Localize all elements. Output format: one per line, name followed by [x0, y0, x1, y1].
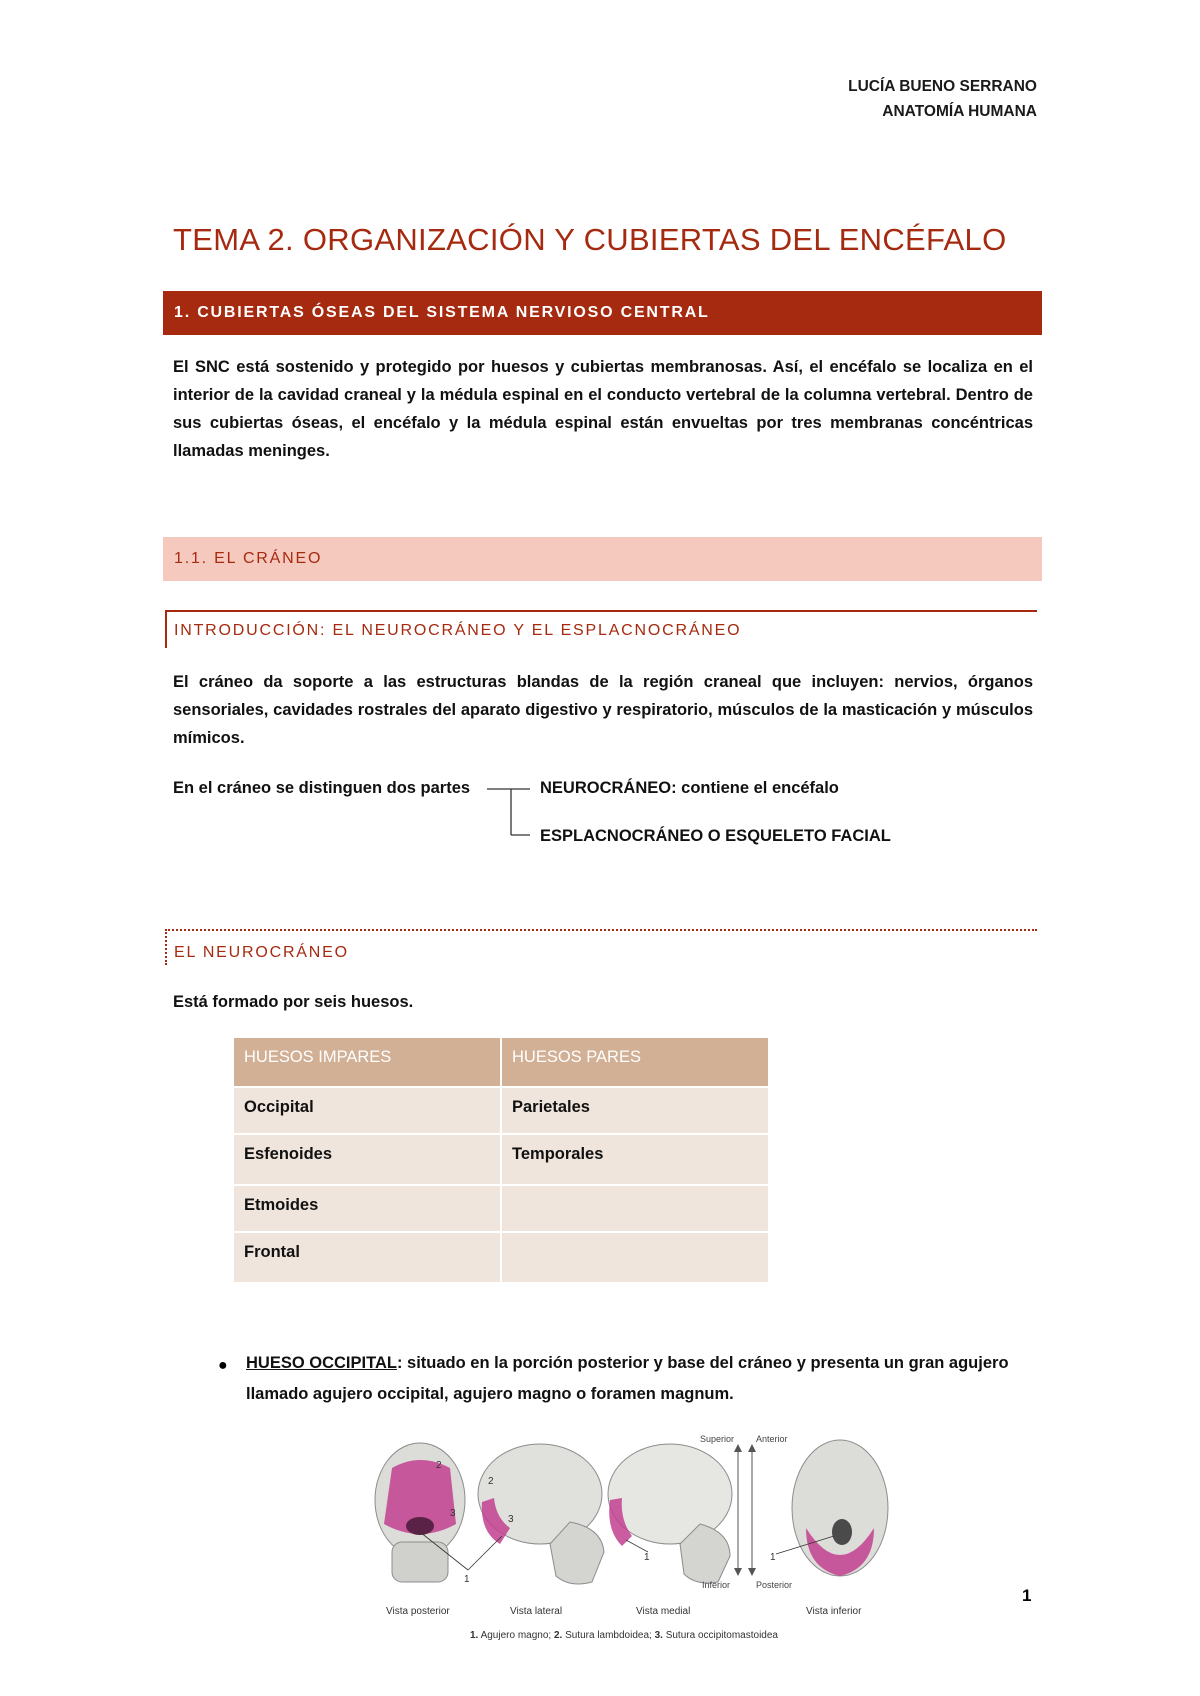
table-row	[233, 1134, 769, 1185]
table-row	[233, 1087, 769, 1134]
table-cell: Parietales	[501, 1087, 769, 1134]
table-cell: Etmoides	[233, 1185, 501, 1232]
neurocraneo-heading-box	[165, 929, 1037, 965]
subject-name: ANATOMÍA HUMANA	[882, 103, 1037, 120]
header-huesos-pares: HUESOS PARES	[501, 1037, 769, 1087]
section-1-paragraph: El SNC está sostenido y protegido por huesos y cubiertas membranosas. Así, el encéfalo se localiza en el interior de la cavidad craneal y la médula espinal en el conducto vertebral de la columna vertebral. Dentro de sus cubiertas óseas, el encéfalo y la médula espinal están envueltas por tres membranas concéntricas llamadas meninges.	[173, 358, 1033, 460]
table-cell	[501, 1185, 769, 1232]
caption-text-1: Agujero magno;	[478, 1630, 554, 1641]
neurocraneo-intro: Está formado por seis huesos.	[173, 993, 414, 1011]
skull-lateral-view	[478, 1444, 604, 1584]
posterior-label-3: 3	[450, 1508, 456, 1519]
caption-number-3: 3.	[654, 1630, 663, 1641]
page-title: TEMA 2. ORGANIZACIÓN Y CUBIERTAS DEL ENCÉFALO	[173, 222, 1007, 257]
lateral-label-3: 3	[508, 1514, 514, 1525]
parts-label: En el cráneo se distinguen dos partes	[173, 779, 471, 797]
posterior-label-2: 2	[436, 1460, 442, 1471]
caption-number-1: 1.	[470, 1630, 479, 1641]
view-label-lateral: Vista lateral	[510, 1606, 563, 1617]
caption-text-2: Sutura lambdoidea;	[562, 1630, 655, 1641]
table-cell	[501, 1232, 769, 1283]
skull-inferior-view	[770, 1440, 888, 1576]
orientation-inferior: Inferior	[702, 1580, 731, 1590]
table-cell: Esfenoides	[233, 1134, 501, 1185]
table-cell: Temporales	[501, 1134, 769, 1185]
table-cell: Frontal	[233, 1232, 501, 1283]
table-row	[233, 1232, 769, 1283]
medial-label-1: 1	[644, 1552, 650, 1563]
intro-heading: INTRODUCCIÓN: EL NEUROCRÁNEO Y EL ESPLACNOCRÁNEO	[174, 622, 742, 639]
occipital-bone-figure	[370, 1432, 910, 1658]
figure-label-1: 1	[464, 1574, 470, 1585]
author-name: LUCÍA BUENO SERRANO	[848, 78, 1037, 95]
lateral-label-2: 2	[488, 1476, 494, 1487]
part-esplacnocraneo: ESPLACNOCRÁNEO O ESQUELETO FACIAL	[540, 827, 891, 845]
section-1-1-heading: 1.1. EL CRÁNEO	[174, 550, 323, 567]
intro-paragraph: El cráneo da soporte a las estructuras blandas de la región craneal que incluyen: nervios, órganos sensoriales, cavidades rostrales del aparato digestivo y respiratorio, músculos de la masticación y músculos mímicos.	[173, 673, 1033, 747]
neurocraneo-heading: EL NEUROCRÁNEO	[174, 944, 349, 961]
header-huesos-impares: HUESOS IMPARES	[233, 1037, 501, 1087]
table-cell: Occipital	[233, 1087, 501, 1134]
bones-table	[232, 1036, 770, 1284]
bullet-dot-icon: ●	[218, 1357, 228, 1374]
skull-medial-view	[608, 1444, 732, 1583]
orientation-posterior: Posterior	[756, 1580, 793, 1590]
view-label-posterior: Vista posterior	[386, 1606, 450, 1617]
inferior-label-1: 1	[770, 1552, 776, 1563]
figure-caption	[470, 1630, 778, 1641]
occipital-term: HUESO OCCIPITAL	[246, 1354, 397, 1372]
view-label-inferior: Vista inferior	[806, 1606, 862, 1617]
caption-text-3: Sutura occipitomastoidea	[662, 1630, 778, 1641]
occipital-description: : situado en la porción posterior y base del cráneo y presenta un gran agujero llamado agujero occipital, agujero magno o foramen magnum.	[246, 1354, 1009, 1403]
section-1-heading: 1. CUBIERTAS ÓSEAS DEL SISTEMA NERVIOSO CENTRAL	[174, 304, 710, 321]
table-header-row	[233, 1037, 769, 1087]
occipital-bullet-text	[246, 1348, 1034, 1410]
part-neurocraneo: NEUROCRÁNEO: contiene el encéfalo	[540, 779, 839, 797]
caption-number-2: 2.	[553, 1630, 563, 1641]
orientation-anterior: Anterior	[756, 1434, 788, 1444]
skull-posterior-view	[375, 1443, 465, 1582]
page-number: 1	[1022, 1586, 1032, 1605]
orientation-superior: Superior	[700, 1434, 735, 1444]
view-label-medial: Vista medial	[636, 1606, 691, 1617]
table-row	[233, 1185, 769, 1232]
